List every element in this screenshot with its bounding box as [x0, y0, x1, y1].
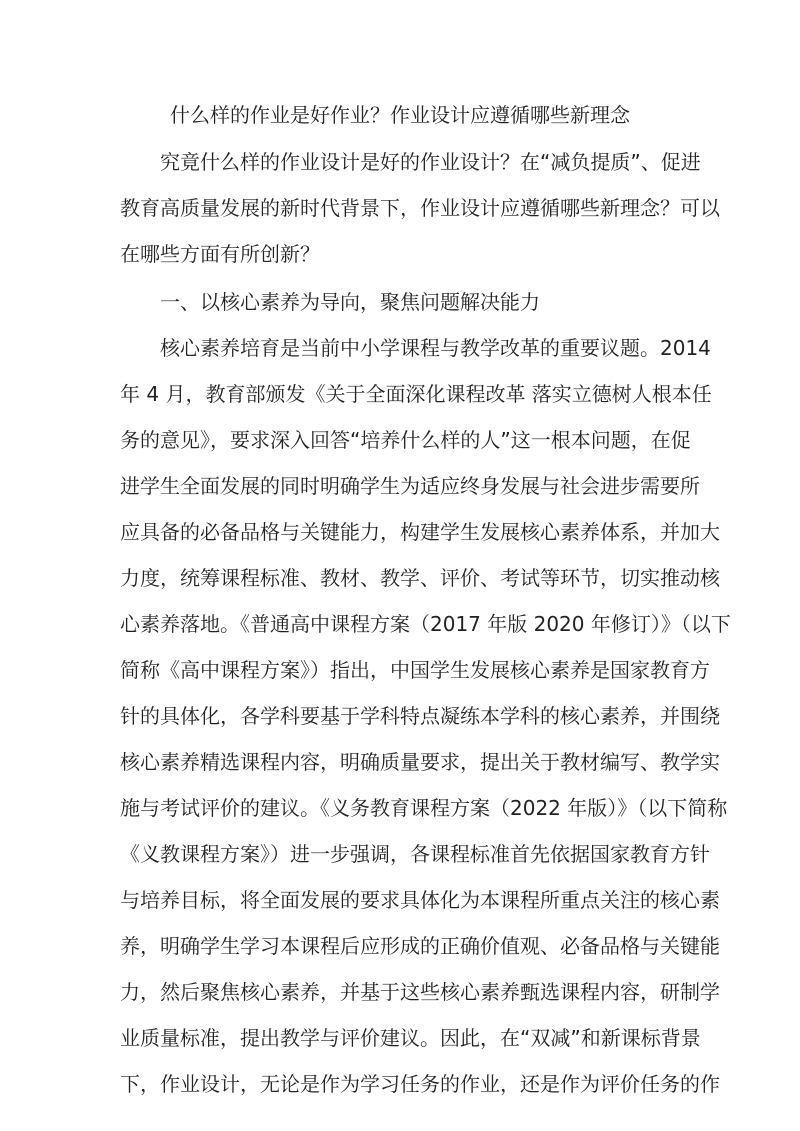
body-line: 简称《高中课程方案》）指出，中国学生发展核心素养是国家教育方 — [120, 658, 710, 682]
body-line: 心素养落地。《普通高中课程方案（2017 年版 2020 年修订）》（以下 — [120, 612, 731, 636]
body-line: 针的具体化，各学科要基于学科特点凝练本学科的核心素养，并围绕 — [120, 704, 720, 728]
intro-line: 在哪些方面有所创新？ — [120, 242, 320, 266]
body-line: 下，作业设计，无论是作为学习任务的作业，还是作为评价任务的作 — [120, 1072, 720, 1096]
body-line: 《义教课程方案》）进一步强调，各课程标准首先依据国家教育方针 — [120, 842, 710, 866]
body-line: 养，明确学生学习本课程后应形成的正确价值观、必备品格与关键能 — [120, 934, 720, 958]
body-line: 力度，统筹课程标准、教材、教学、评价、考试等环节，切实推动核 — [120, 566, 720, 590]
section-heading: 一、以核心素养为导向，聚焦问题解决能力 — [160, 290, 540, 314]
body-line: 力，然后聚焦核心素养，并基于这些核心素养甄选课程内容，研制学 — [120, 980, 720, 1004]
intro-line: 教育高质量发展的新时代背景下，作业设计应遵循哪些新理念？可以 — [120, 196, 720, 220]
body-line: 业质量标准，提出教学与评价建议。因此，在“双减”和新课标背景 — [120, 1026, 701, 1050]
body-line: 务的意见》，要求深入回答“培养什么样的人”这一根本问题，在促 — [120, 428, 691, 452]
body-line: 进学生全面发展的同时明确学生为适应终身发展与社会进步需要所 — [120, 474, 700, 498]
body-line: 与培养目标，将全面发展的要求具体化为本课程所重点关注的核心素 — [120, 888, 720, 912]
body-line: 应具备的必备品格与关键能力，构建学生发展核心素养体系，并加大 — [120, 520, 720, 544]
intro-line: 究竟什么样的作业设计是好的作业设计？在“减负提质”、促进 — [160, 150, 701, 174]
page-title: 什么样的作业是好作业？作业设计应遵循哪些新理念 — [170, 103, 630, 127]
body-line: 年 4 月，教育部颁发《关于全面深化课程改革 落实立德树人根本任 — [120, 382, 712, 406]
body-line: 核心素养精选课程内容，明确质量要求，提出关于教材编写、教学实 — [120, 750, 720, 774]
body-line: 核心素养培育是当前中小学课程与教学改革的重要议题。2014 — [160, 336, 711, 360]
body-line: 施与考试评价的建议。《义务教育课程方案（2022 年版）》（以下简称 — [120, 796, 728, 820]
